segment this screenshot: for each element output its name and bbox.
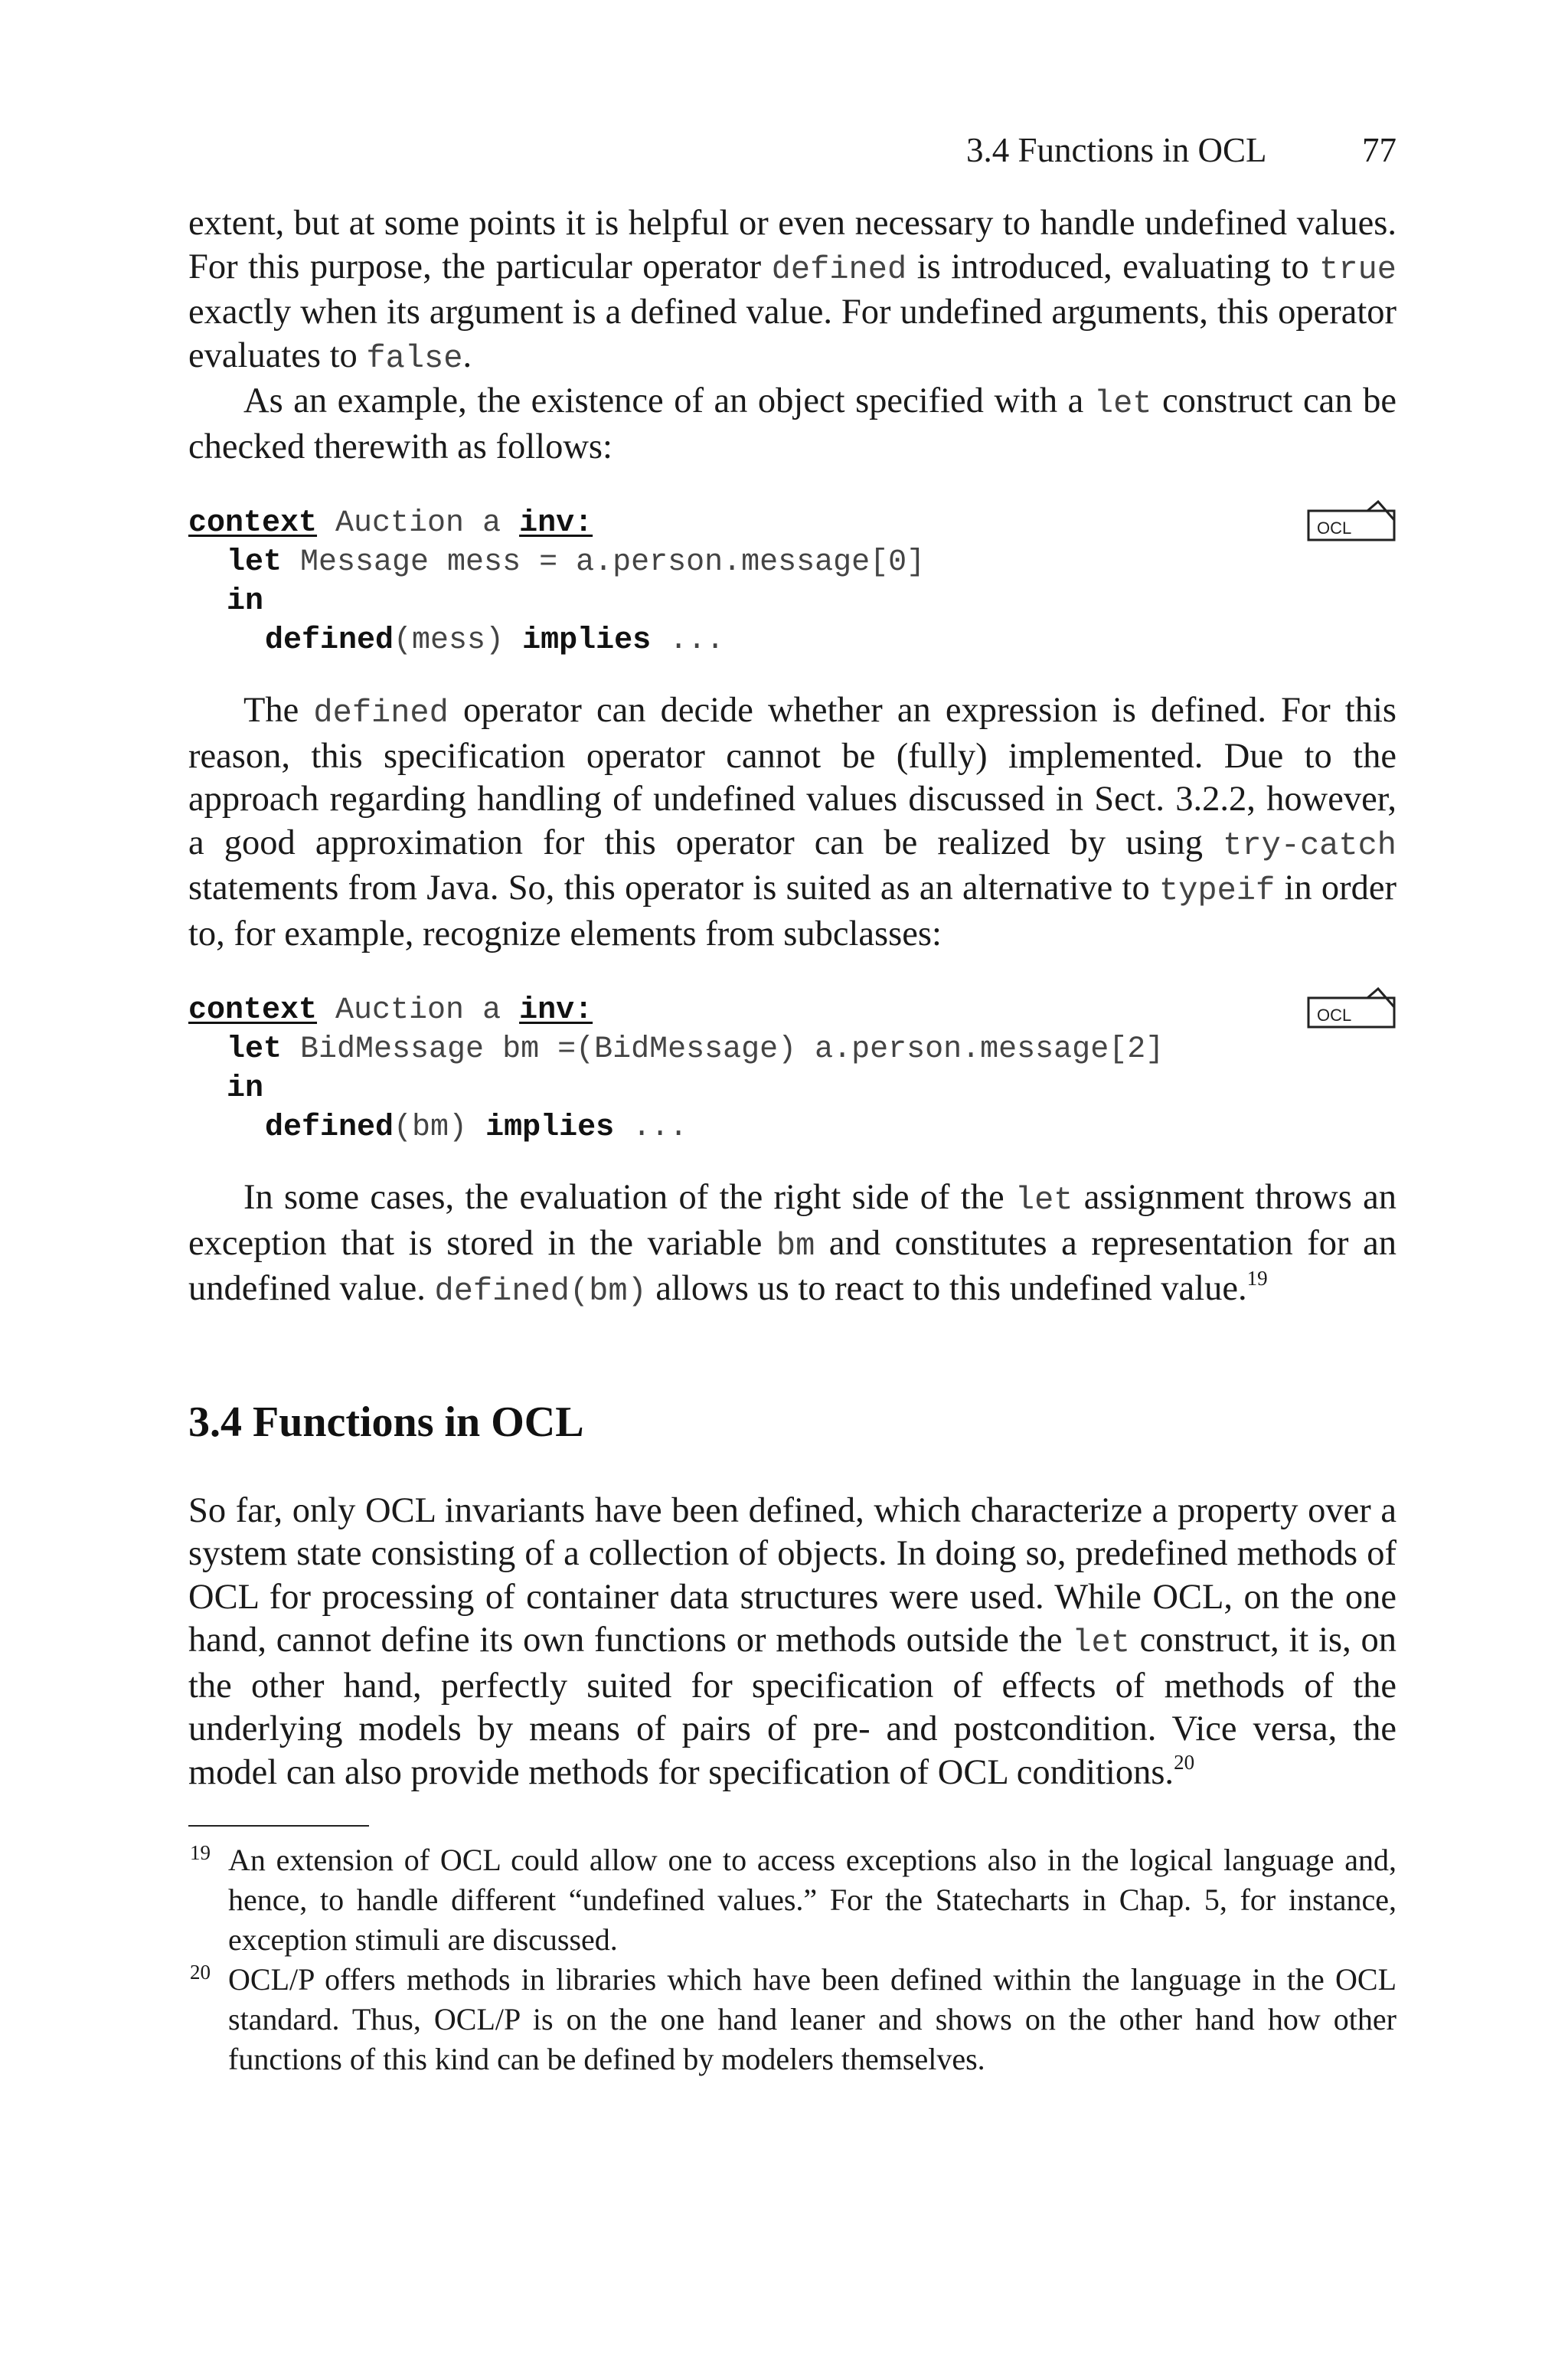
footnote-text: An extension of OCL could allow one to access exceptions also in the logical language and, hence, to handle different “undefined values.” For the Statecharts in Chap. 5, for instance, exception stimuli are discussed. — [228, 1843, 1396, 1957]
keyword: inv: — [519, 993, 593, 1028]
text-span: So far, only OCL invariants have been defined, which characterize a property over a system state consisting of a collection of objects. In doing so, predefined methods of OCL for processing of container data structures were used. While OCL, on the one hand, cannot define its own functions or methods outside the — [188, 1490, 1396, 1660]
footnote-number: 19 — [190, 1841, 211, 1864]
text-span: is introduced, evaluating to — [906, 247, 1320, 286]
ocl-tag-icon — [1306, 499, 1396, 542]
ocl-code-block-2 — [188, 991, 1396, 1147]
code-text: BidMessage bm =(BidMessage) a.person.message[2] — [282, 1032, 1165, 1067]
footnote-marker[interactable]: 20 — [1174, 1750, 1195, 1774]
code-text: ... — [614, 1110, 688, 1145]
text-span: The — [243, 691, 314, 730]
inline-code: let — [1093, 385, 1152, 422]
running-head-title: 3.4 Functions in OCL — [966, 131, 1267, 169]
inline-code: defined(bm) — [434, 1273, 647, 1310]
inline-code: defined — [313, 695, 449, 731]
paragraph-exception — [188, 1176, 1396, 1313]
inline-code: let — [1014, 1182, 1073, 1218]
code-line — [188, 1030, 1396, 1069]
code-line — [188, 582, 1396, 621]
footnote-marker[interactable]: 19 — [1246, 1267, 1268, 1290]
keyword: context — [188, 506, 318, 541]
text-span: In some cases, the evaluation of the right side of the — [243, 1178, 1015, 1217]
keyword: in — [227, 584, 264, 619]
code-text: (mess) — [394, 623, 523, 658]
inline-code: bm — [776, 1227, 815, 1264]
keyword: inv: — [519, 506, 593, 541]
keyword: let — [227, 1032, 283, 1067]
text-span: operator can decide whether an expression is defined. For this reason, this specification operator cannot be (fully) implemented. Due to the approach regarding handling of undefined values discussed in Sect. 3.2.2, however, a good approximation for this operator can be realized by using — [188, 691, 1396, 862]
paragraph-let-example — [188, 380, 1396, 469]
page-number: 77 — [1362, 131, 1396, 169]
code-line — [188, 621, 1396, 660]
text-span: construct can be checked therewith as follows: — [188, 381, 1396, 466]
page-content — [188, 202, 1396, 2079]
paragraph-defined-operator — [188, 202, 1396, 380]
text-span: As an example, the existence of an object specified with a — [243, 381, 1094, 420]
text-span: statements from Java. So, this operator is suited as an alternative to — [188, 868, 1159, 908]
ocl-tag-label: OCL — [1317, 1006, 1352, 1025]
keyword: implies — [522, 623, 652, 658]
text-span: assignment throws an exception that is stored in the variable — [188, 1178, 1397, 1263]
paragraph-functions — [188, 1490, 1396, 1795]
section-number: 3.4 — [188, 1398, 242, 1446]
code-text: Message mess = a.person.message[0] — [282, 545, 926, 580]
text-span: in order to, for example, recognize elements from subclasses: — [188, 868, 1396, 953]
footnote-20 — [188, 1960, 1396, 2079]
ocl-code-block-1 — [188, 504, 1396, 660]
code-text: Auction a — [317, 506, 520, 541]
code-text: Auction a — [317, 993, 520, 1028]
text-span: allows us to react to this undefined value. — [646, 1269, 1247, 1308]
inline-code: false — [366, 339, 463, 377]
text-span: and constitutes a representation for an undefined value. — [188, 1223, 1396, 1308]
footnote-rule — [188, 1825, 369, 1827]
code-line — [188, 504, 1396, 543]
keyword: implies — [485, 1110, 615, 1145]
keyword: defined — [265, 623, 394, 658]
section-title: Functions in OCL — [253, 1398, 584, 1446]
footnote-number: 20 — [190, 1961, 211, 1984]
code-line — [188, 1069, 1396, 1108]
footnote-text: OCL/P offers methods in libraries which have been defined within the language in the OCL standard. Thus, OCL/P is on the one hand leaner and shows on the other hand how other functions of this kind can be defined by modelers themselves. — [228, 1962, 1396, 2076]
code-line — [188, 543, 1396, 582]
inline-code: typeif — [1158, 872, 1276, 909]
code-text: ... — [651, 623, 725, 658]
footnote-19 — [188, 1840, 1396, 1960]
text-span: . — [462, 335, 472, 375]
text-span: extent, but at some points it is helpful or even necessary to handle undefined values. For this purpose, the particular operator — [188, 204, 1396, 286]
ocl-tag-label: OCL — [1317, 518, 1352, 538]
keyword: defined — [265, 1110, 394, 1145]
text-span: construct, it is, on the other hand, perfectly suited for specification of effects of methods of the underlying models by means of pairs of pre- and postcondition. Vice versa, the model can also provide methods for specification of OCL conditions. — [188, 1621, 1397, 1792]
keyword: in — [227, 1071, 264, 1106]
text-span: exactly when its argument is a defined value. For undefined arguments, this operator evaluates to — [188, 293, 1396, 375]
code-line — [188, 1108, 1396, 1147]
section-heading — [188, 1398, 1396, 1447]
inline-code: let — [1072, 1624, 1130, 1661]
inline-code: true — [1319, 250, 1396, 288]
inline-code: try-catch — [1223, 826, 1396, 864]
inline-code: defined — [771, 250, 907, 288]
paragraph-try-catch — [188, 689, 1396, 956]
keyword: let — [227, 545, 283, 580]
code-text: (bm) — [394, 1110, 486, 1145]
keyword: context — [188, 993, 318, 1028]
ocl-tag-icon — [1306, 986, 1396, 1029]
code-line — [188, 991, 1396, 1030]
